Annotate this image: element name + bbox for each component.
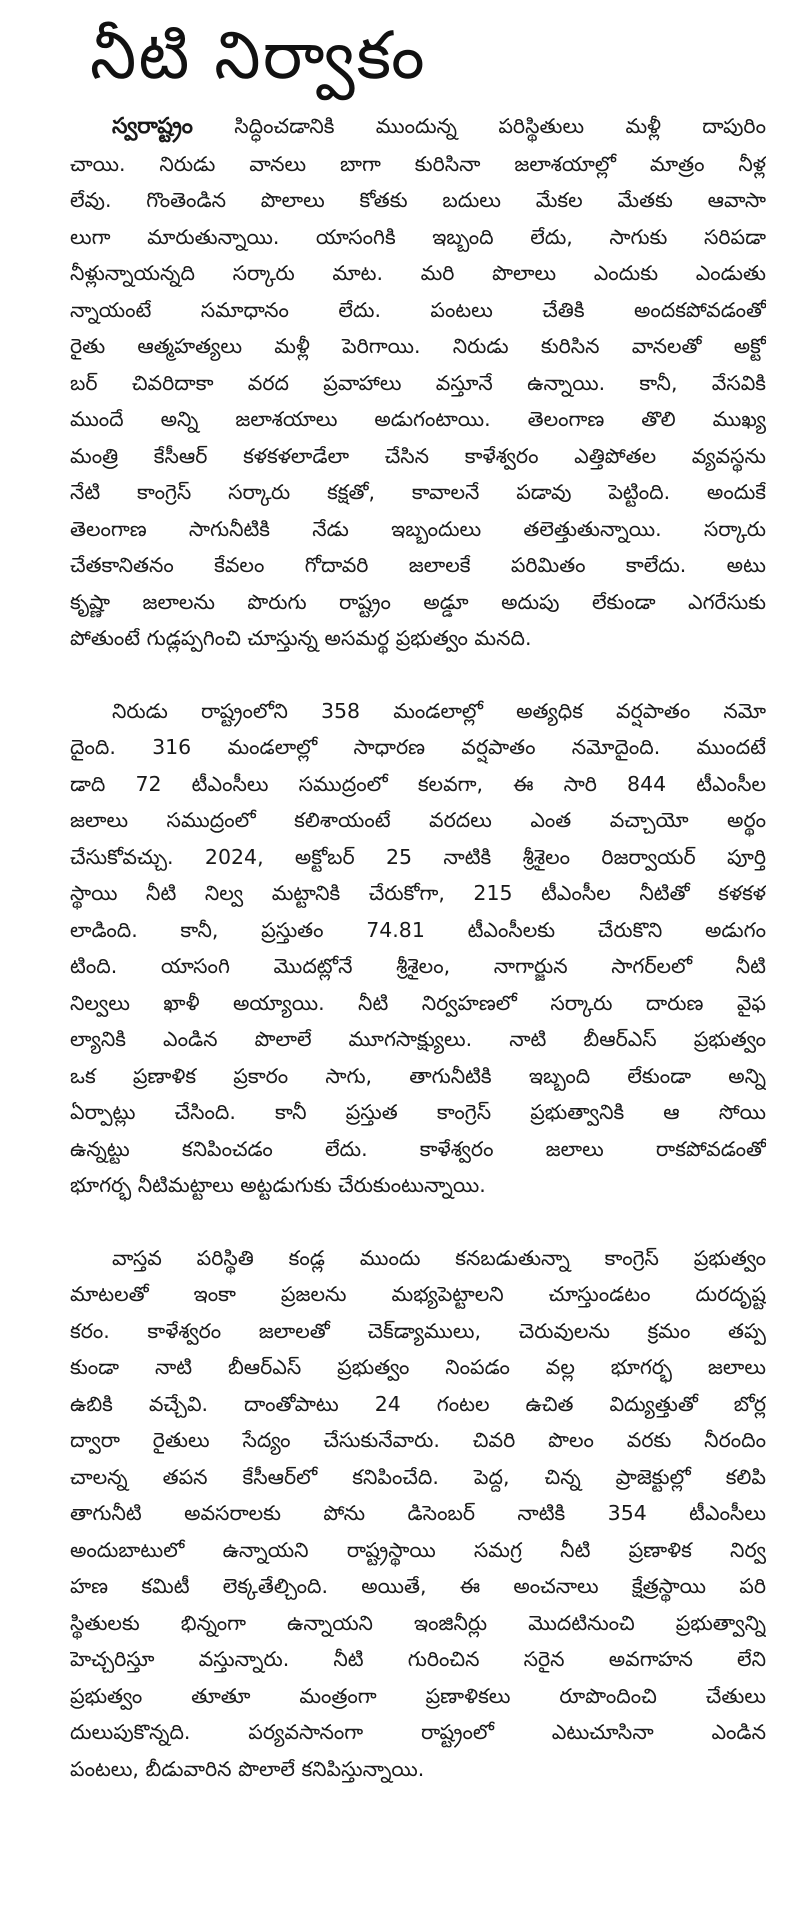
line-text: చేసుకోవచ్చు. 2024, అక్టోబర్ 25 నాటికి శ్రీశైలం రిజర్వాయర్ పూర్తి	[70, 844, 766, 869]
line-text: హణ కమిటీ లెక్కతేల్చింది. అయితే, ఈ అంచనాలు క్షేత్రస్థాయి పరి	[70, 1574, 766, 1598]
line-text: దైంది. 316 మండలాల్లో సాధారణ వర్షపాతం నమోదైంది. ముందటే	[70, 735, 766, 759]
line-text: రైతు ఆత్మహత్యలు మళ్లీ పెరిగాయి. నిరుడు కురిసిన వానలతో అక్టో	[70, 334, 766, 358]
headline: నీటి నిర్వాకం	[90, 17, 427, 94]
line-text: ముందే అన్ని జలాశయాలు అడుగంటాయి. తెలంగాణ తొలి ముఖ్య	[70, 407, 766, 431]
line-text: జలాలు సముద్రంలో కలిశాయంటే వరదలు ఎంత వచ్చాయో అర్థం	[70, 808, 766, 832]
text-line	[70, 401, 766, 438]
text-line	[70, 1386, 766, 1423]
line-text: నీళ్లున్నాయన్నది సర్కారు మాట. మరి పొలాలు ఎందుకు ఎండుతు	[70, 261, 766, 285]
line-text: లేవు. గొంతెండిన పొలాలు కోతకు బదులు మేకల మేతకు ఆవాసా	[70, 188, 766, 212]
line-text: ఉబికి వచ్చేవి. దాంతోపాటు 24 గంటల ఉచిత విద్యుత్తుతో బోర్ల	[70, 1391, 766, 1416]
paragraph	[70, 693, 766, 1204]
line-text: ఉన్నట్టు కనిపించడం లేదు. కాళేశ్వరం జలాలు రాకపోవడంతో	[70, 1136, 766, 1161]
line-text: ప్రభుత్వం తూతూ మంత్రంగా ప్రణాళికలు రూపొందించి చేతులు	[70, 1683, 766, 1708]
line-text: తాగునీటి అవసరాలకు పోను డిసెంబర్ నాటికి 354 టీఎంసీలు	[70, 1501, 766, 1525]
text-line	[70, 1641, 766, 1678]
text-line	[70, 1751, 766, 1788]
line-text: ద్వారా రైతులు సేద్యం చేసుకునేవారు. చివరి పొలం వరకు నీరందిం	[70, 1428, 766, 1452]
text-line	[70, 328, 766, 365]
line-text: ల్యానికి ఎండిన పొలాలే మూగసాక్ష్యులు. నాటి బీఆర్ఎస్ ప్రభుత్వం	[70, 1027, 766, 1051]
line-text: ఏర్పాట్లు చేసింది. కానీ ప్రస్తుత కాంగ్రెస్ ప్రభుత్వానికి ఆ సోయి	[70, 1100, 766, 1124]
text-line	[70, 875, 766, 912]
text-line	[70, 766, 766, 803]
line-text: చేతకానితనం కేవలం గోదావరి జలాలకే పరిమితం కాలేదు. అటు	[70, 553, 766, 577]
text-line	[70, 912, 766, 949]
text-line	[70, 1094, 766, 1131]
text-line	[70, 1714, 766, 1751]
text-line	[70, 1167, 766, 1204]
line-text: బర్ చివరిదాకా వరద ప్రవాహాలు వస్తూనే ఉన్నాయి. కానీ, వేసవికి	[70, 370, 766, 395]
line-text: నిల్వలు ఖాళీ అయ్యాయి. నీటి నిర్వహణలో సర్కారు దారుణ వైఫ	[70, 990, 766, 1015]
text-line	[70, 1605, 766, 1642]
line-text: అందుబాటులో ఉన్నాయని రాష్ట్రస్థాయి సమగ్ర నీటి ప్రణాళిక నిర్వ	[70, 1537, 766, 1562]
line-text: భూగర్భ నీటిమట్టాలు అట్టడుగుకు చేరుకుంటున్నాయి.	[70, 1173, 486, 1197]
text-line	[70, 1021, 766, 1058]
text-line	[70, 1459, 766, 1496]
text-line	[70, 1313, 766, 1350]
line-text: తెలంగాణ సాగునీటికి నేడు ఇబ్బందులు తలెత్తుతున్నాయి. సర్కారు	[70, 516, 766, 541]
line-text: కరం. కాళేశ్వరం జలాలతో చెక్‌డ్యాములు, చెరువులను క్రమం తప్ప	[70, 1318, 766, 1343]
text-line	[70, 365, 766, 402]
line-text: పంటలు, బీడువారిన పొలాలే కనిపిస్తున్నాయి.	[70, 1756, 425, 1781]
lead-word: స్వరాష్ట్రం	[112, 114, 193, 139]
paragraph	[70, 1240, 766, 1788]
text-line	[70, 219, 766, 256]
line-text: డాది 72 టీఎంసీలు సముద్రంలో కలవగా, ఈ సారి 844 టీఎంసీల	[70, 771, 766, 796]
text-line	[70, 620, 766, 657]
text-line	[70, 108, 766, 146]
text-line	[70, 1131, 766, 1168]
text-line	[70, 182, 766, 219]
line-text: సిద్ధించడానికి ముందున్న పరిస్థితులు మళ్లీ దాపురిం	[192, 114, 766, 138]
line-text: ఒక ప్రణాళిక ప్రకారం సాగు, తాగునీటికి ఇబ్బంది లేకుండా అన్ని	[70, 1063, 766, 1088]
text-line	[70, 438, 766, 475]
line-text: హెచ్చరిస్తూ వస్తున్నారు. నీటి గురించిన సరైన అవగాహన లేని	[70, 1647, 766, 1671]
line-text: నిరుడు రాష్ట్రంలోని 358 మండలాల్లో అత్యధిక వర్షపాతం నమో	[112, 698, 766, 723]
line-text: దులుపుకొన్నది. పర్యవసానంగా రాష్ట్రంలో ఎటుచూసినా ఎండిన	[70, 1720, 766, 1744]
text-line	[70, 255, 766, 292]
text-line	[70, 146, 766, 183]
line-text: న్నాయంటే సమాధానం లేదు. పంటలు చేతికి అందకపోవడంతో	[70, 297, 766, 322]
text-line	[70, 292, 766, 329]
line-text: లుగా మారుతున్నాయి. యాసంగికి ఇబ్బంది లేదు, సాగుకు సరిపడా	[70, 224, 766, 249]
text-line	[70, 1532, 766, 1569]
text-line	[70, 511, 766, 548]
line-text: మంత్రి కేసీఆర్ కళకళలాడేలా చేసిన కాళేశ్వరం ఎత్తిపోతల వ్యవస్థను	[70, 443, 766, 468]
text-line	[70, 1240, 766, 1277]
text-line	[70, 1349, 766, 1386]
text-line	[70, 693, 766, 730]
text-line	[70, 547, 766, 584]
text-line	[70, 1276, 766, 1313]
line-text: కృష్ణా జలాలను పొరుగు రాష్ట్రం అడ్డూ అదుపు లేకుండా ఎగరేసుకు	[70, 589, 766, 614]
text-line	[70, 1568, 766, 1605]
line-text: చాయి. నిరుడు వానలు బాగా కురిసినా జలాశయాల్లో మాత్రం నీళ్ల	[70, 151, 766, 176]
text-line	[70, 839, 766, 876]
line-text: టింది. యాసంగి మొదట్లోనే శ్రీశైలం, నాగార్జున సాగర్‌లలో నీటి	[70, 954, 766, 978]
text-line	[70, 584, 766, 621]
text-line	[70, 729, 766, 766]
line-text: పోతుంటే గుడ్లప్పగించి చూస్తున్న అసమర్థ ప్రభుత్వం మనది.	[70, 626, 532, 650]
text-line	[70, 1678, 766, 1715]
line-text: స్థితులకు భిన్నంగా ఉన్నాయని ఇంజినీర్లు మొదటినుంచి ప్రభుత్వాన్ని	[70, 1610, 766, 1635]
paragraph	[70, 108, 766, 657]
line-text: కుండా నాటి బీఆర్ఎస్ ప్రభుత్వం నింపడం వల్ల భూగర్భ జలాలు	[70, 1355, 766, 1379]
article-body	[70, 108, 766, 1787]
text-line	[70, 1422, 766, 1459]
line-text: నేటి కాంగ్రెస్ సర్కారు కక్షతో, కావాలనే పడావు పెట్టింది. అందుకే	[70, 480, 766, 504]
text-line	[70, 1495, 766, 1532]
text-line	[70, 1058, 766, 1095]
text-line	[70, 985, 766, 1022]
text-line	[70, 474, 766, 511]
line-text: మాటలతో ఇంకా ప్రజలను మభ్యపెట్టాలని చూస్తుండటం దురదృష్ట	[70, 1282, 766, 1306]
line-text: లాడింది. కానీ, ప్రస్తుతం 74.81 టీఎంసీలకు చేరుకొని అడుగం	[70, 917, 766, 942]
line-text: వాస్తవ పరిస్థితి కండ్ల ముందు కనబడుతున్నా కాంగ్రెస్ ప్రభుత్వం	[112, 1245, 766, 1270]
text-line	[70, 802, 766, 839]
text-line	[70, 948, 766, 985]
line-text: చాలన్న తపన కేసీఆర్‌లో కనిపించేది. పెద్ద, చిన్న ప్రాజెక్టుల్లో కలిపి	[70, 1464, 766, 1489]
line-text: స్థాయి నీటి నిల్వ మట్టానికి చేరుకోగా, 215 టీఎంసీల నీటితో కళకళ	[70, 881, 766, 905]
